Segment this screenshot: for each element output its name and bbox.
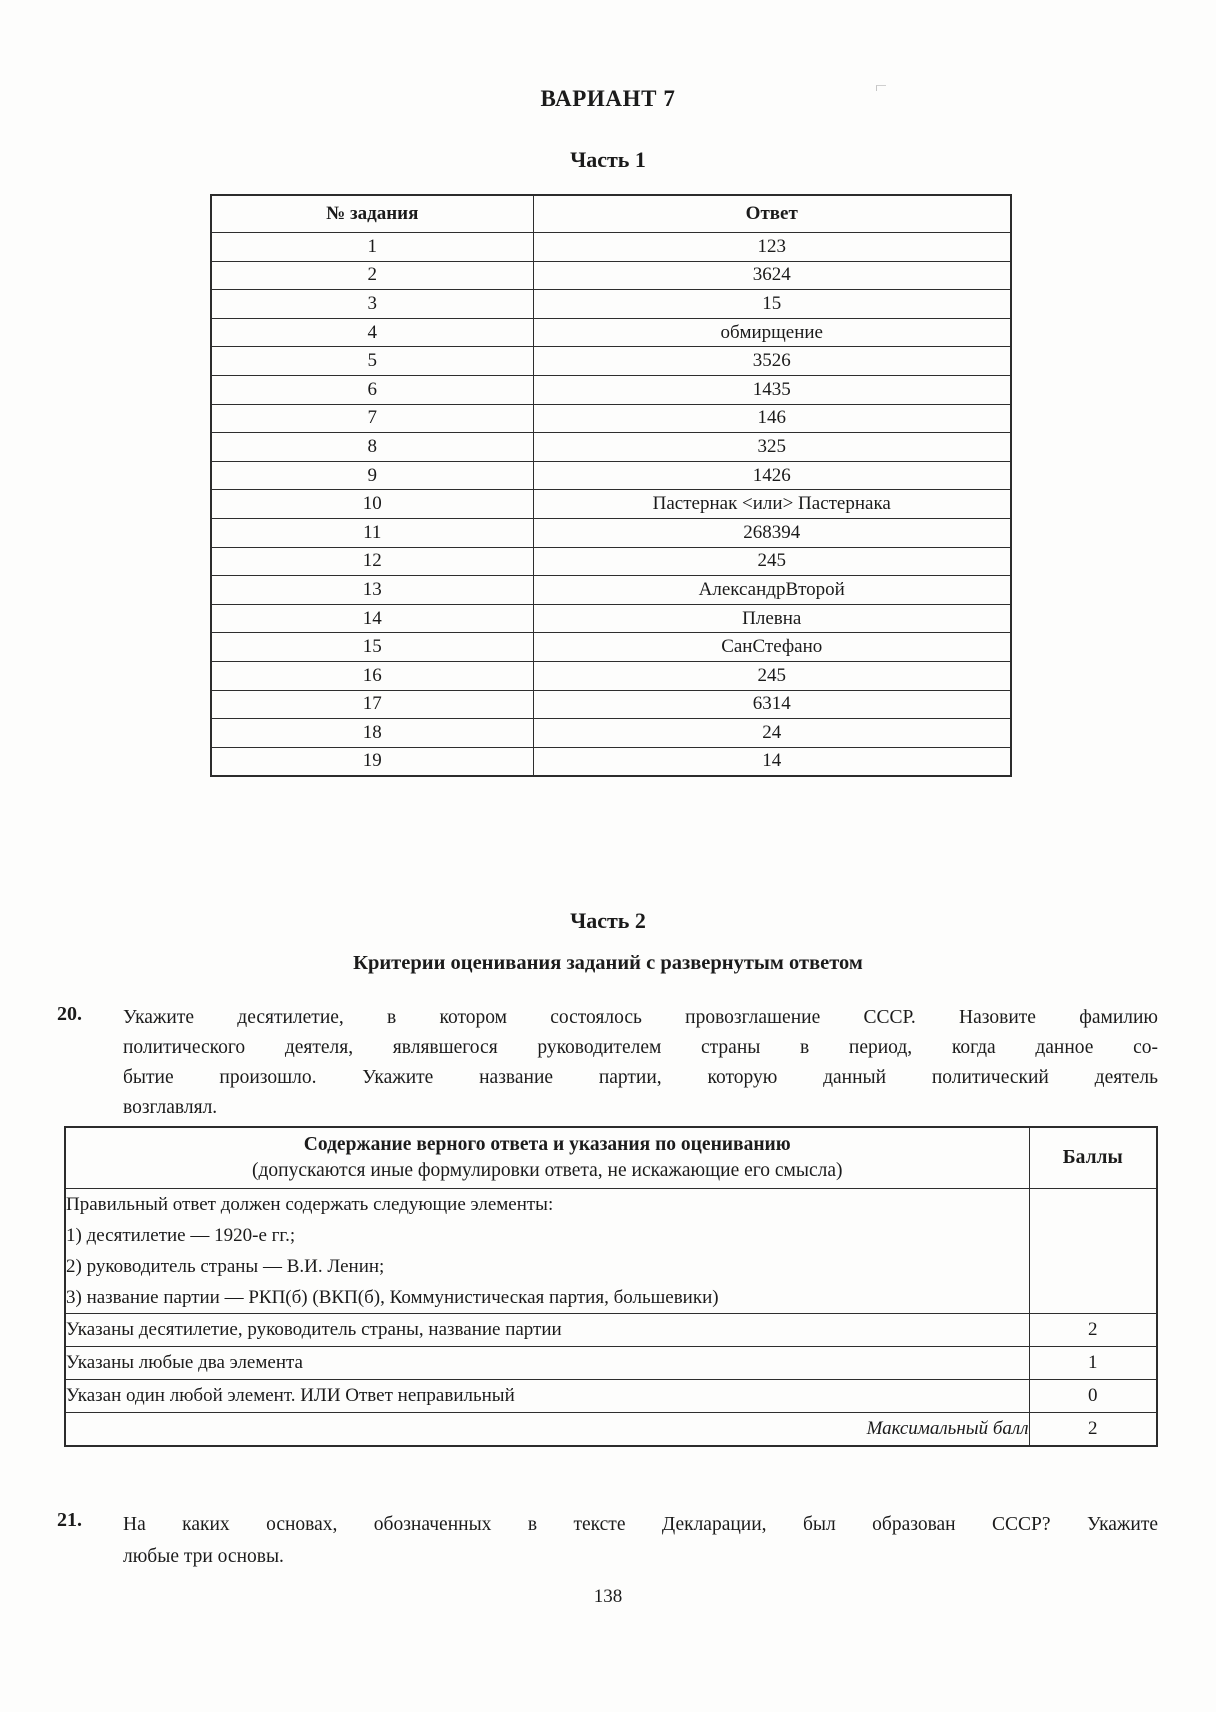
task-number-cell: 6 [211, 375, 533, 404]
table-row [211, 461, 1011, 490]
task-number-cell: 8 [211, 433, 533, 462]
task-number-cell: 7 [211, 404, 533, 433]
answer-cell: Пастернак <или> Пастернака [533, 490, 1011, 519]
question-21-text [123, 1509, 1158, 1573]
criteria-content-line: 1) десятилетие — 1920-е гг.; [66, 1225, 296, 1246]
criteria-content-line: 3) название партии — РКП(б) (ВКП(б), Коммунистическая партия, большевики) [66, 1287, 719, 1308]
table-row [211, 518, 1011, 547]
criteria-max-label: Максимальный балл [65, 1413, 1029, 1447]
question-20-line: политического деятеля, являвшегося руководителем страны в период, когда данное со- [123, 1037, 1158, 1058]
answer-cell: 3526 [533, 347, 1011, 376]
answers-header-answer: Ответ [533, 195, 1011, 233]
task-number-cell: 16 [211, 661, 533, 690]
answer-cell: АлександрВторой [533, 576, 1011, 605]
answer-cell: 3624 [533, 261, 1011, 290]
criteria-content-points-cell [1029, 1189, 1157, 1314]
criteria-header-main: Содержание верного ответа и указания по оцениванию [303, 1134, 791, 1155]
answer-cell: Плевна [533, 604, 1011, 633]
criteria-content-line: Правильный ответ должен содержать следующие элементы: [66, 1194, 554, 1215]
criteria-row-text: Указаны любые два элемента [65, 1347, 1029, 1380]
answer-cell: 245 [533, 661, 1011, 690]
table-row [211, 633, 1011, 662]
criteria-score-row [65, 1314, 1157, 1347]
answer-cell: 268394 [533, 518, 1011, 547]
task-number-cell: 15 [211, 633, 533, 662]
question-20-line: бытие произошло. Укажите название партии, которую данный политический деятель [123, 1067, 1158, 1088]
table-row [211, 404, 1011, 433]
criteria-heading: Критерии оценивания заданий с развернутым ответом [353, 952, 863, 974]
part1-heading: Часть 1 [570, 147, 646, 172]
task-number-cell: 17 [211, 690, 533, 719]
task-number-cell: 1 [211, 233, 533, 262]
table-row [211, 547, 1011, 576]
answers-header-task: № задания [211, 195, 533, 233]
answer-cell: 15 [533, 290, 1011, 319]
question-21-line: любые три основы. [123, 1546, 284, 1567]
answer-cell: 1426 [533, 461, 1011, 490]
criteria-row-text: Указаны десятилетие, руководитель страны, название партии [65, 1314, 1029, 1347]
table-row [211, 290, 1011, 319]
table-row [211, 690, 1011, 719]
table-row [211, 347, 1011, 376]
question-20-line: Укажите десятилетие, в котором состоялось провозглашение СССР. Назовите фамилию [123, 1007, 1158, 1028]
criteria-content-row [65, 1189, 1157, 1314]
answers-table [210, 194, 1012, 777]
answer-cell: обмирщение [533, 318, 1011, 347]
table-row [211, 318, 1011, 347]
criteria-row-text: Указан один любой элемент. ИЛИ Ответ неправильный [65, 1380, 1029, 1413]
task-number-cell: 19 [211, 747, 533, 776]
table-row [211, 747, 1011, 776]
criteria-header-sub: (допускаются иные формулировки ответа, не искажающие его смысла) [251, 1160, 843, 1181]
answer-cell: 14 [533, 747, 1011, 776]
criteria-table [64, 1126, 1158, 1447]
question-21-line: На каких основах, обозначенных в тексте Декларации, был образован СССР? Укажите [123, 1514, 1158, 1535]
table-row [211, 261, 1011, 290]
criteria-max-points: 2 [1029, 1413, 1157, 1447]
task-number-cell: 4 [211, 318, 533, 347]
answers-table-header-row [211, 195, 1011, 233]
task-number-cell: 12 [211, 547, 533, 576]
question-20 [57, 1003, 1158, 1123]
task-number-cell: 5 [211, 347, 533, 376]
criteria-row-points: 2 [1029, 1314, 1157, 1347]
answer-cell: 123 [533, 233, 1011, 262]
table-row [211, 375, 1011, 404]
task-number-cell: 2 [211, 261, 533, 290]
criteria-header-points: Баллы [1029, 1127, 1157, 1189]
question-20-line: возглавлял. [123, 1097, 218, 1118]
answer-cell: 1435 [533, 375, 1011, 404]
table-row [211, 576, 1011, 605]
table-row [211, 719, 1011, 748]
table-row [211, 490, 1011, 519]
criteria-header-row [65, 1127, 1157, 1189]
criteria-header-cell [65, 1127, 1029, 1189]
task-number-cell: 9 [211, 461, 533, 490]
answer-cell: 245 [533, 547, 1011, 576]
criteria-score-row [65, 1347, 1157, 1380]
task-number-cell: 14 [211, 604, 533, 633]
criteria-score-row [65, 1380, 1157, 1413]
part2-heading: Часть 2 [570, 908, 646, 933]
answer-cell: 6314 [533, 690, 1011, 719]
task-number-cell: 3 [211, 290, 533, 319]
criteria-content-line: 2) руководитель страны — В.И. Ленин; [66, 1256, 385, 1277]
table-row [211, 433, 1011, 462]
criteria-row-points: 0 [1029, 1380, 1157, 1413]
table-row [211, 604, 1011, 633]
answer-cell: 24 [533, 719, 1011, 748]
variant-title: ВАРИАНТ 7 [540, 86, 676, 111]
criteria-row-points: 1 [1029, 1347, 1157, 1380]
task-number-cell: 13 [211, 576, 533, 605]
task-number-cell: 11 [211, 518, 533, 547]
task-number-cell: 18 [211, 719, 533, 748]
question-20-text [123, 1003, 1158, 1123]
task-number-cell: 10 [211, 490, 533, 519]
table-row [211, 233, 1011, 262]
page-number: 138 [593, 1586, 623, 1607]
answer-cell: 146 [533, 404, 1011, 433]
criteria-content-cell [65, 1189, 1029, 1314]
table-row [211, 661, 1011, 690]
question-21 [57, 1509, 1158, 1573]
question-20-number: 20. [57, 1003, 82, 1025]
answer-cell: СанСтефано [533, 633, 1011, 662]
question-21-number: 21. [57, 1509, 82, 1531]
answer-cell: 325 [533, 433, 1011, 462]
criteria-max-row [65, 1413, 1157, 1447]
